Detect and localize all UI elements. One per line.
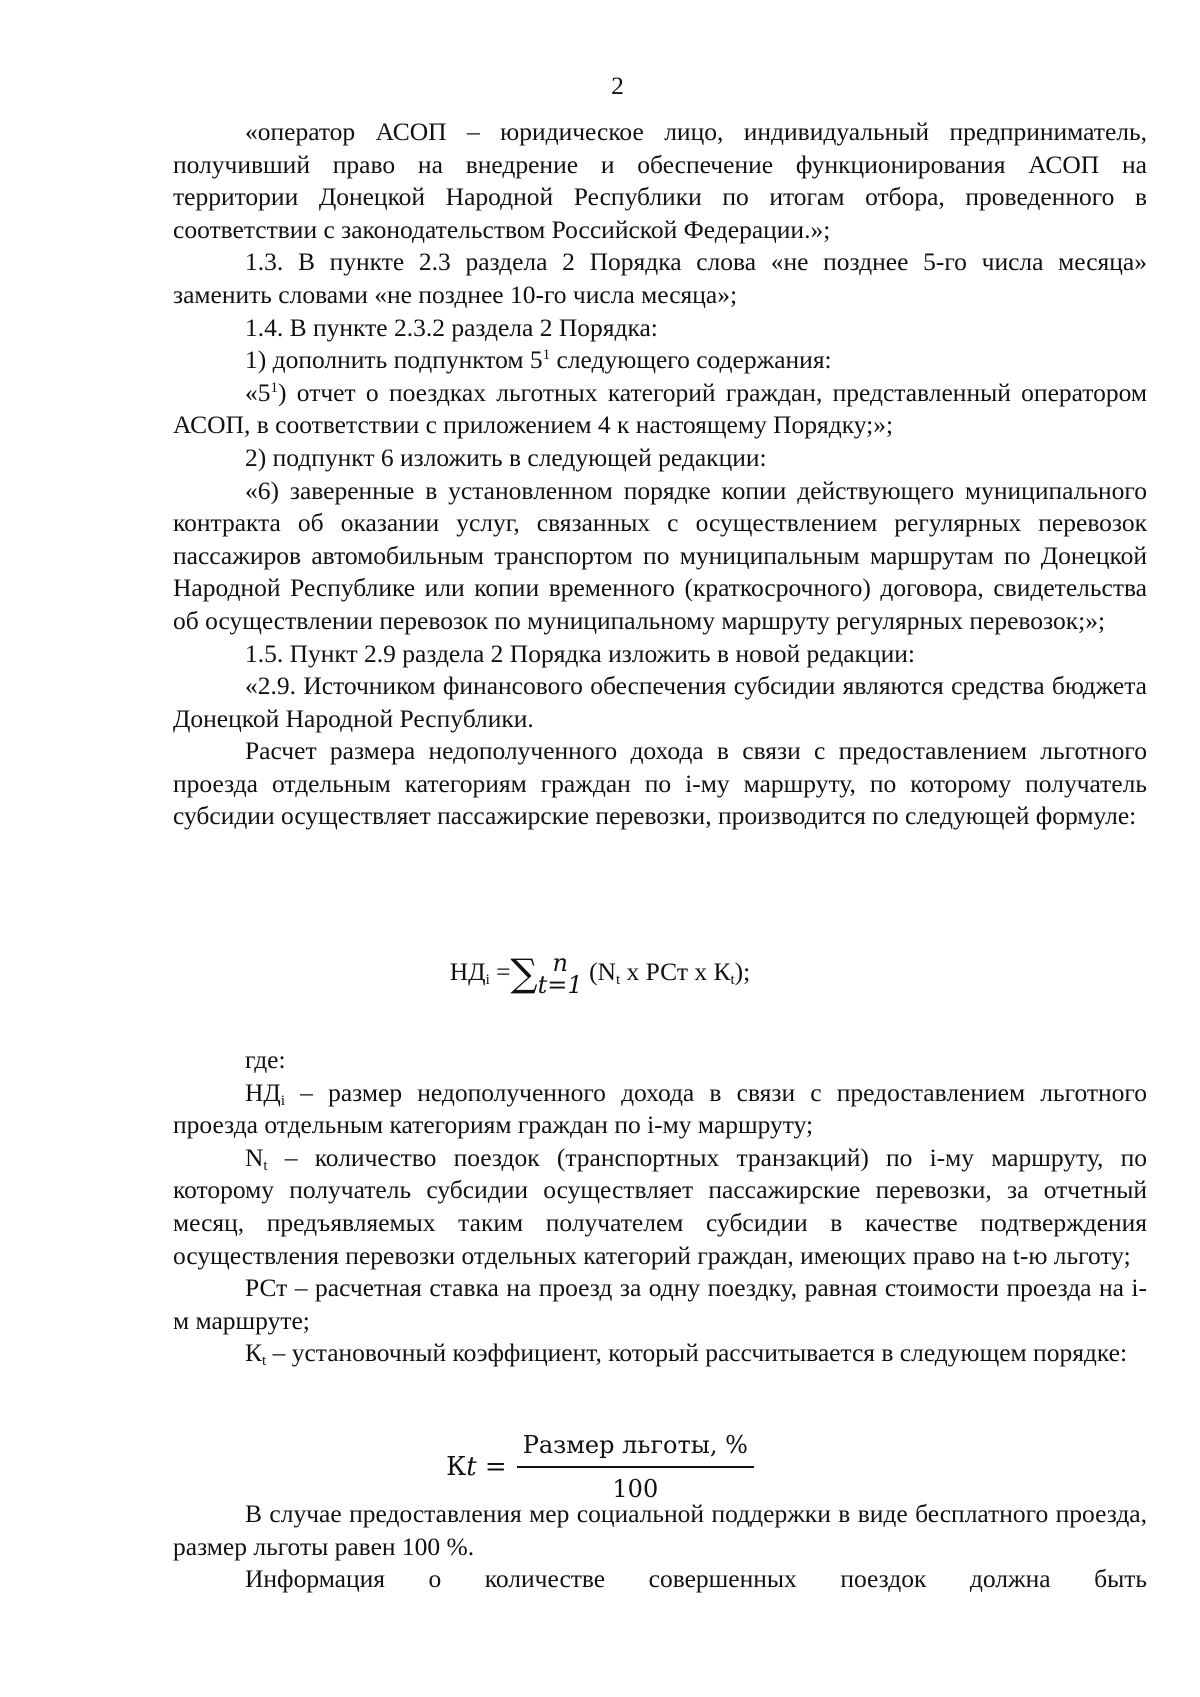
superscript: 1	[542, 347, 551, 364]
formula-body: х РСт х К	[620, 956, 731, 986]
fraction	[517, 1428, 754, 1506]
text-fragment: «5	[245, 377, 271, 407]
subscript: t	[730, 971, 735, 988]
text-fragment: – количество поездок (транспортных транзакций) по i-му маршруту, по которому получатель субсидии осуществляет пассажирские перевозки, за отчетный месяц, предъявляемых таким получателем субсидии в качестве подтверждения осуществления перевозки отдельных категорий граждан, имеющих право на t-ю льготу;	[173, 1142, 1147, 1270]
paragraph-subitem-6: «6) заверенные в установленном порядке копии действующего муниципального контракта об оказании услуг, связанных с осуществлением регулярных перевозок пассажиров автомобильным транспортом по муниципальным маршрутам по Донецкой Народной Республике или копии временного (краткосрочного) договора, свидетельства об осуществлении перевозок по муниципальному маршруту регулярных перевозок;»;	[173, 475, 1147, 635]
sum-limits	[537, 949, 583, 999]
body-text-definitions	[173, 1044, 1147, 1370]
paragraph-def-k	[173, 1337, 1147, 1370]
formula-body: (N	[582, 956, 616, 986]
text-fragment: 1) дополнить подпунктом 5	[245, 345, 543, 375]
paragraph-operator-definition: «оператор АСОП – юридическое лицо, индивидуальный предприниматель, получивший право на внедрение и обеспечение функционирования АСОП на территории Донецкой Народной Республики по итогам отбора, проведенного в соответствии с законодательством Российской Федерации.»;	[173, 117, 1147, 244]
paragraph-1-5: 1.5. Пункт 2.9 раздела 2 Порядка изложить в новой редакции:	[245, 638, 915, 668]
text-fragment: НД	[245, 1077, 281, 1107]
k-letter: К	[446, 1452, 467, 1482]
subscript: i	[280, 1092, 285, 1109]
paragraph-free-travel: В случае предоставления мер социальной поддержки в виде бесплатного проезда, размер льготы равен 100 %.	[173, 1499, 1147, 1561]
sum-upper: n	[552, 949, 568, 977]
fraction-numerator: Размер льготы, %	[517, 1428, 754, 1468]
text-fragment: следующего содержания:	[550, 345, 832, 375]
paragraph-calculation: Расчет размера недополученного дохода в связи с предоставлением льготного проезда отдельным категориям граждан по i-му маршруту, по которому получатель субсидии осуществляет пассажирские перевозки, производится по следующей формуле:	[173, 736, 1147, 831]
paragraph-1-3: 1.3. В пункте 2.3 раздела 2 Порядка слова «не позднее 5-го числа месяца» заменить словами «не позднее 10-го числа месяца»;	[173, 247, 1147, 309]
paragraph-def-n	[173, 1142, 1147, 1272]
paragraph-information: Информация о количестве совершенных поездок должна быть	[245, 1564, 1147, 1594]
sum-symbol: ∑	[510, 950, 538, 995]
subscript: t	[263, 1157, 268, 1174]
text-fragment: К	[245, 1338, 263, 1368]
paragraph-2-9: «2.9. Источником финансового обеспечения субсидии являются средства бюджета Донецкой Народной Республики.	[173, 671, 1147, 733]
superscript: 1	[270, 379, 278, 396]
page-number: 2	[611, 71, 624, 100]
paragraph-1-4: 1.4. В пункте 2.3.2 раздела 2 Порядка:	[245, 312, 658, 342]
t-letter: t	[466, 1452, 477, 1482]
formula-equals: =	[476, 1452, 507, 1482]
body-text	[173, 116, 1147, 833]
paragraph-def-rst: РСт – расчетная ставка на проезд за одну поездку, равная стоимости проезда на i-м маршруте;	[173, 1273, 1147, 1335]
formula-revenue	[0, 949, 1200, 999]
text-fragment: ) отчет о поездках льготных категорий граждан, представленный оператором АСОП, в соответствии с приложением 4 к настоящему Порядку;»;	[173, 377, 1147, 440]
text-fragment: – установочный коэффициент, который рассчитывается в следующем порядке:	[266, 1338, 1128, 1368]
sum-lower: t=1	[537, 971, 583, 999]
formula-coefficient	[0, 1428, 1200, 1506]
paragraph-subitem-5-1	[173, 377, 1147, 442]
formula-lhs	[446, 1450, 507, 1484]
subscript: i	[485, 971, 490, 988]
text-fragment: N	[245, 1142, 264, 1172]
paragraph-def-nd	[173, 1077, 1147, 1142]
paragraph-subitem-2: 2) подпункт 6 изложить в следующей редакции:	[245, 442, 767, 472]
formula-equals: =	[489, 956, 511, 986]
subscript: t	[615, 971, 621, 988]
formula-lhs: НД	[449, 956, 486, 986]
body-text-end	[173, 1498, 1147, 1596]
paragraph-where: где:	[245, 1045, 286, 1074]
fraction-denominator: 100	[612, 1475, 659, 1503]
formula-body: );	[734, 956, 751, 986]
subscript: t	[262, 1353, 267, 1370]
text-fragment: – размер недополученного дохода в связи с предоставлением льготного проезда отдельным категориям граждан по i-му маршруту;	[173, 1077, 1147, 1140]
paragraph-subitem-1	[173, 344, 1147, 377]
